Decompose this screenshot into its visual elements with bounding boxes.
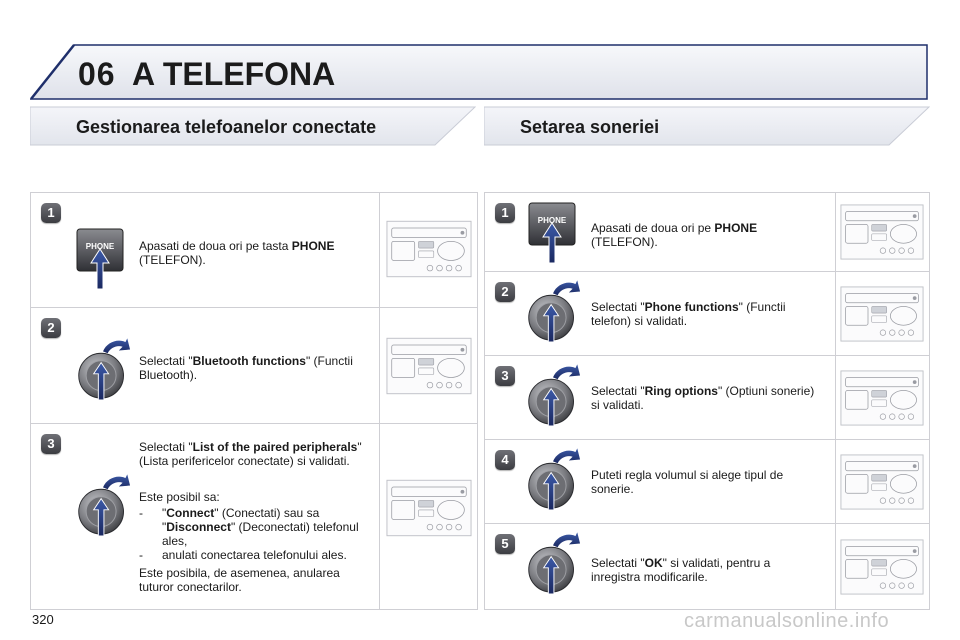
step-instruction: Apasati de doua ori pe PHONE (TELEFON). bbox=[591, 221, 758, 249]
step-number-badge: 1 bbox=[41, 203, 61, 223]
phone-key-icon bbox=[75, 227, 125, 291]
left-section-title: Gestionarea telefoanelor conectate bbox=[76, 117, 377, 137]
right-step-3 bbox=[485, 355, 929, 440]
step-options-outro: Este posibila, de asemenea, anularea tuturor conectarilor. bbox=[139, 566, 340, 594]
right-step-4 bbox=[485, 439, 929, 524]
chapter-title: A TELEFONA bbox=[132, 56, 336, 92]
rotary-knob-icon bbox=[75, 474, 131, 540]
radio-panel-icon bbox=[386, 336, 472, 396]
step-instruction: Puteti regla volumul si alege tipul de sonerie. bbox=[591, 468, 784, 496]
radio-thumbnail bbox=[379, 308, 477, 424]
step-instruction: Selectati "OK" si validati, pentru a inregistra modificarile. bbox=[591, 556, 771, 584]
rotary-knob-icon bbox=[525, 280, 581, 346]
step-instruction: Selectati "Ring options" (Optiuni sonerie) si validati. bbox=[591, 384, 815, 412]
step-instruction: Selectati "Phone functions" (Functii telefon) si validati. bbox=[591, 300, 786, 328]
list-dash: - bbox=[139, 506, 143, 520]
step-number-badge: 3 bbox=[495, 366, 515, 386]
page-number: 320 bbox=[32, 612, 54, 627]
step-number-badge: 3 bbox=[41, 434, 61, 454]
step-number-badge: 2 bbox=[41, 318, 61, 338]
rotary-knob-icon bbox=[525, 448, 581, 514]
step-instruction: Selectati "List of the paired peripherals" (Lista perifericelor conectate) si validati. bbox=[139, 440, 362, 468]
radio-thumbnail bbox=[835, 356, 929, 440]
step-instruction: Apasati de doua ori pe tasta PHONE (TELEFON). bbox=[139, 239, 335, 267]
rotary-knob-icon bbox=[525, 532, 581, 598]
radio-panel-icon bbox=[386, 219, 472, 279]
step-number-badge: 4 bbox=[495, 450, 515, 470]
left-steps-panel bbox=[30, 192, 478, 610]
radio-thumbnail bbox=[835, 193, 929, 271]
step-instruction: Selectati "Bluetooth functions" (Functii Bluetooth). bbox=[139, 354, 353, 382]
right-step-1 bbox=[485, 193, 929, 271]
watermark: carmanualsonline.info bbox=[684, 610, 890, 632]
radio-panel-icon bbox=[840, 538, 924, 596]
radio-panel-icon bbox=[840, 369, 924, 427]
radio-thumbnail bbox=[835, 440, 929, 524]
rotary-knob-icon bbox=[525, 364, 581, 430]
step-number-badge: 1 bbox=[495, 203, 515, 223]
step-number-badge: 2 bbox=[495, 282, 515, 302]
radio-panel-icon bbox=[840, 285, 924, 343]
radio-thumbnail bbox=[379, 193, 477, 307]
right-step-5 bbox=[485, 523, 929, 609]
chapter-number: 06 bbox=[78, 56, 116, 92]
option-connect: "Connect" (Conectati) sau sa "Disconnect" (Deconectati) telefonul ales, bbox=[162, 506, 359, 548]
radio-panel-icon bbox=[840, 203, 924, 261]
phone-key-icon bbox=[527, 201, 577, 265]
right-steps-panel bbox=[484, 192, 930, 610]
list-dash: - bbox=[139, 548, 143, 562]
step-options-intro: Este posibil sa: bbox=[139, 490, 220, 504]
rotary-knob-icon bbox=[75, 338, 131, 404]
left-step-1 bbox=[31, 193, 477, 307]
option-cancel: anulati conectarea telefonului ales. bbox=[162, 548, 347, 562]
left-step-3 bbox=[31, 423, 477, 609]
left-step-2 bbox=[31, 307, 477, 424]
right-section-title: Setarea soneriei bbox=[520, 117, 660, 137]
radio-thumbnail bbox=[835, 272, 929, 356]
radio-panel-icon bbox=[840, 453, 924, 511]
right-step-2 bbox=[485, 271, 929, 356]
step-number-badge: 5 bbox=[495, 534, 515, 554]
radio-thumbnail bbox=[379, 424, 477, 609]
radio-panel-icon bbox=[386, 478, 472, 538]
radio-thumbnail bbox=[835, 524, 929, 609]
